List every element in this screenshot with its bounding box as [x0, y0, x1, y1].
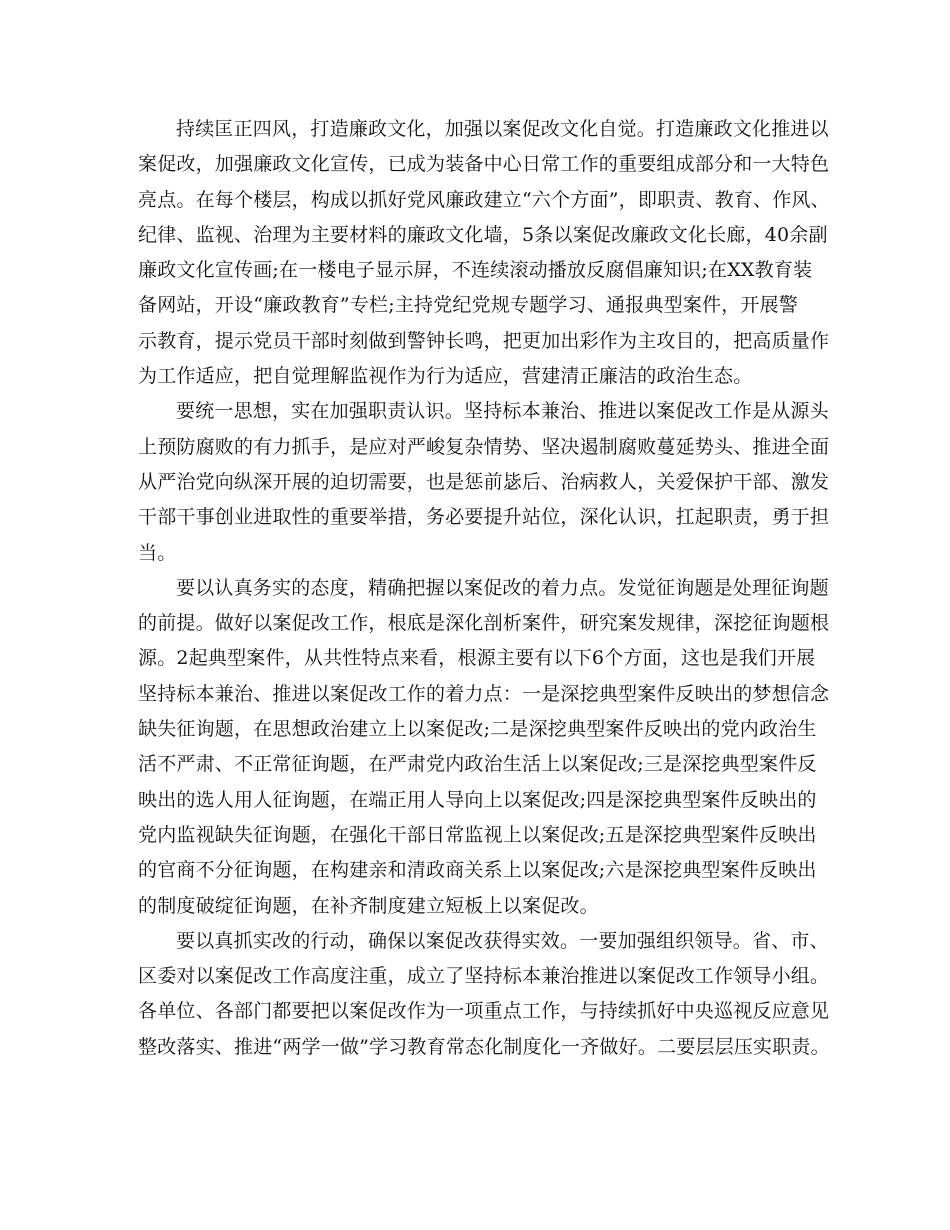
paragraph-line: 坚持标本兼治、推进以案促改工作的着力点：一是深挖典型案件反映出的梦想信念	[138, 682, 830, 705]
paragraph-line: 亮点。在每个楼层，构成以抓好党风廉政建立“六个方面”，即职责、教育、作风、	[138, 188, 830, 211]
paragraph-line: 干部干事创业进取性的重要举措，务必要提升站位，深化认识，扛起职责，勇于担	[138, 506, 830, 529]
paragraph-line: 为工作适应，把自觉理解监视作为行为适应，营建清正廉洁的政治生态。	[138, 365, 753, 388]
paragraph-line: 整改落实、推进“两学一做”学习教育常态化制度化一齐做好。二要层层压实职责。	[138, 1035, 830, 1058]
paragraph-line: 的制度破绽征询题，在补齐制度建立短板上以案促改。	[138, 894, 599, 917]
paragraph-line: 的前提。做好以案促改工作，根底是深化剖析案件，研究案发规律，深挖征询题根	[138, 612, 830, 635]
paragraph-line: 各单位、各部门都要把以案促改作为一项重点工作，与持续抓好中央巡视反应意见	[138, 1000, 830, 1023]
paragraph-line: 案促改，加强廉政文化宣传，已成为装备中心日常工作的重要组成部分和一大特色	[138, 153, 830, 176]
paragraph-1	[138, 112, 828, 394]
paragraph-line: 要以认真务实的态度，精确把握以案促改的着力点。发觉征询题是处理征询题	[176, 576, 829, 599]
paragraph-line: 廉政文化宣传画;在一楼电子显示屏，不连续滚动播放反腐倡廉知识;在XX教育装	[138, 259, 813, 282]
paragraph-line: 纪律、监视、治理为主要材料的廉政文化墙，5条以案促改廉政文化长廊，40余副	[138, 223, 828, 246]
paragraph-4	[138, 924, 828, 1065]
paragraph-line: 要以真抓实改的行动，确保以案促改获得实效。一要加强组织领导。省、市、	[176, 929, 829, 952]
paragraph-3	[138, 571, 828, 924]
paragraph-line: 区委对以案促改工作高度注重，成立了坚持标本兼治推进以案促改工作领导小组。	[138, 965, 830, 988]
paragraph-line: 上预防腐败的有力抓手，是应对严峻复杂情势、坚决遏制腐败蔓延势头、推进全面	[138, 435, 830, 458]
paragraph-line: 当。	[138, 541, 177, 564]
paragraph-line: 要统一思想，实在加强职责认识。坚持标本兼治、推进以案促改工作是从源头	[176, 400, 829, 423]
paragraph-line: 源。2起典型案件，从共性特点来看，根源主要有以下6个方面，这也是我们开展	[138, 647, 816, 670]
paragraph-2	[138, 394, 828, 570]
paragraph-line: 持续匡正四风，打造廉政文化，加强以案促改文化自觉。打造廉政文化推进以	[176, 118, 829, 140]
paragraph-line: 活不严肃、不正常征询题，在严肃党内政治生活上以案促改;三是深挖典型案件反	[138, 753, 817, 776]
paragraph-line: 示教育，提示党员干部时刻做到警钟长鸣，把更加出彩作为主攻目的，把高质量作	[138, 329, 830, 352]
paragraph-line: 备网站，开设“廉政教育”专栏;主持党纪党规专题学习、通报典型案件，开展警	[138, 294, 799, 317]
paragraph-line: 党内监视缺失征询题，在强化干部日常监视上以案促改;五是深挖典型案件反映出	[138, 823, 817, 846]
paragraph-line: 缺失征询题，在思想政治建立上以案促改;二是深挖典型案件反映出的党内政治生	[138, 718, 817, 741]
document-body	[138, 112, 828, 1065]
paragraph-line: 的官商不分征询题，在构建亲和清政商关系上以案促改;六是深挖典型案件反映出	[138, 859, 817, 882]
paragraph-line: 映出的选人用人征询题，在端正用人导向上以案促改;四是深挖典型案件反映出的	[138, 788, 817, 811]
paragraph-line: 从严治党向纵深开展的迫切需要，也是惩前毖后、治病救人，关爱保护干部、激发	[138, 470, 830, 493]
